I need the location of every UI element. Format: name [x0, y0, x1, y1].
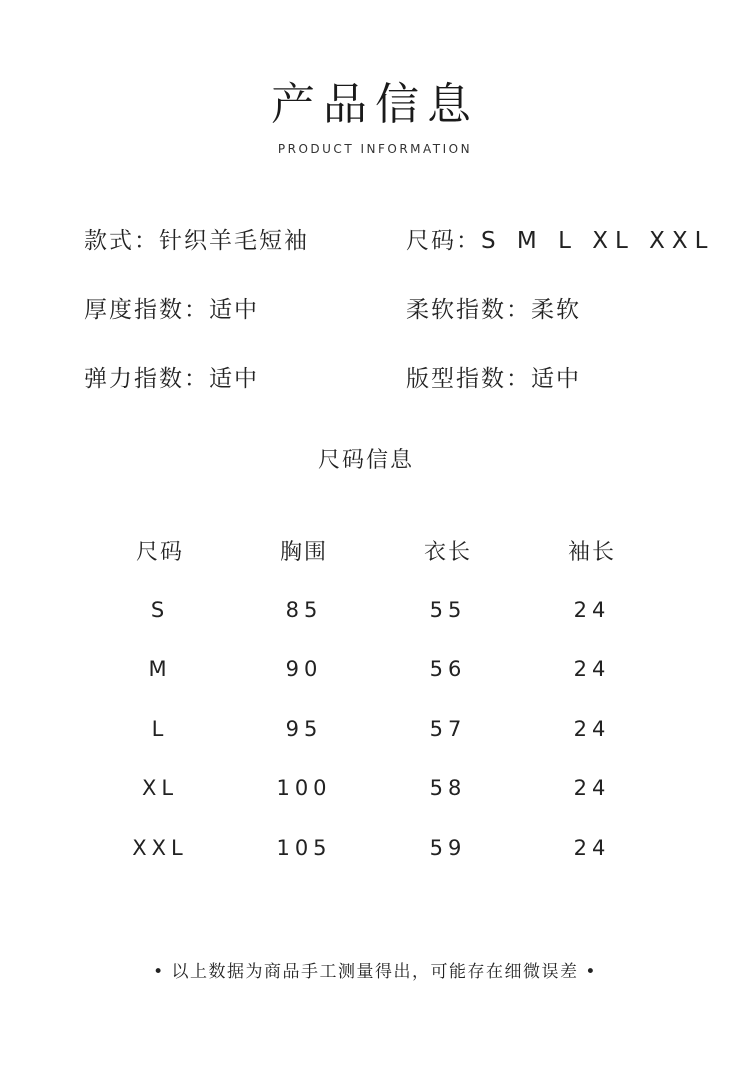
spec-elasticity — [84, 360, 259, 393]
table-row — [88, 818, 664, 878]
cell-size: S — [150, 597, 170, 622]
size-table-header — [88, 520, 664, 580]
spec-size-value: S M L XL XXL — [481, 228, 715, 254]
spec-softness — [406, 291, 581, 324]
column-header-length: 衣长 — [423, 539, 472, 565]
spec-softness-label: 柔软指数： — [406, 297, 531, 323]
table-row — [88, 640, 664, 700]
page-title: 产品信息 — [271, 79, 479, 130]
cell-chest: 85 — [285, 597, 323, 622]
table-row — [88, 699, 664, 759]
cell-chest: 95 — [285, 716, 323, 741]
cell-length: 59 — [429, 835, 467, 860]
column-header-size: 尺码 — [135, 539, 184, 565]
spec-size-label: 尺码： — [406, 228, 481, 254]
cell-chest: 90 — [285, 657, 323, 682]
cell-size: M — [148, 657, 172, 682]
spec-elasticity-label: 弹力指数： — [84, 366, 209, 392]
cell-length: 57 — [429, 716, 467, 741]
spec-thickness-value: 适中 — [209, 297, 259, 323]
spec-style-value: 针织羊毛短袖 — [159, 228, 309, 254]
spec-thickness — [84, 291, 259, 324]
spec-style-label: 款式： — [84, 228, 159, 254]
cell-length: 56 — [429, 657, 467, 682]
cell-size: L — [151, 716, 169, 741]
column-header-chest: 胸围 — [279, 539, 328, 565]
table-row — [88, 580, 664, 640]
cell-length: 55 — [429, 597, 467, 622]
cell-sleeve: 24 — [573, 657, 611, 682]
spec-style — [84, 222, 309, 255]
page-subtitle: PRODUCT INFORMATION — [277, 142, 473, 156]
cell-sleeve: 24 — [573, 835, 611, 860]
spec-size — [406, 222, 714, 255]
cell-sleeve: 24 — [573, 776, 611, 801]
cell-length: 58 — [429, 776, 467, 801]
measurement-footnote: • 以上数据为商品手工测量得出，可能存在细微误差 • — [153, 962, 597, 982]
cell-sleeve: 24 — [573, 716, 611, 741]
table-row — [88, 759, 664, 819]
cell-size: XL — [141, 776, 179, 801]
spec-softness-value: 柔软 — [531, 297, 581, 323]
cell-chest: 105 — [276, 835, 332, 860]
column-header-sleeve: 袖长 — [567, 539, 616, 565]
spec-fit — [406, 360, 581, 393]
spec-elasticity-value: 适中 — [209, 366, 259, 392]
cell-sleeve: 24 — [573, 597, 611, 622]
spec-fit-value: 适中 — [531, 366, 581, 392]
size-table — [88, 520, 664, 878]
spec-fit-label: 版型指数： — [406, 366, 531, 392]
size-info-title: 尺码信息 — [317, 448, 414, 473]
spec-thickness-label: 厚度指数： — [84, 297, 209, 323]
cell-size: XXL — [132, 835, 188, 860]
cell-chest: 100 — [276, 776, 332, 801]
